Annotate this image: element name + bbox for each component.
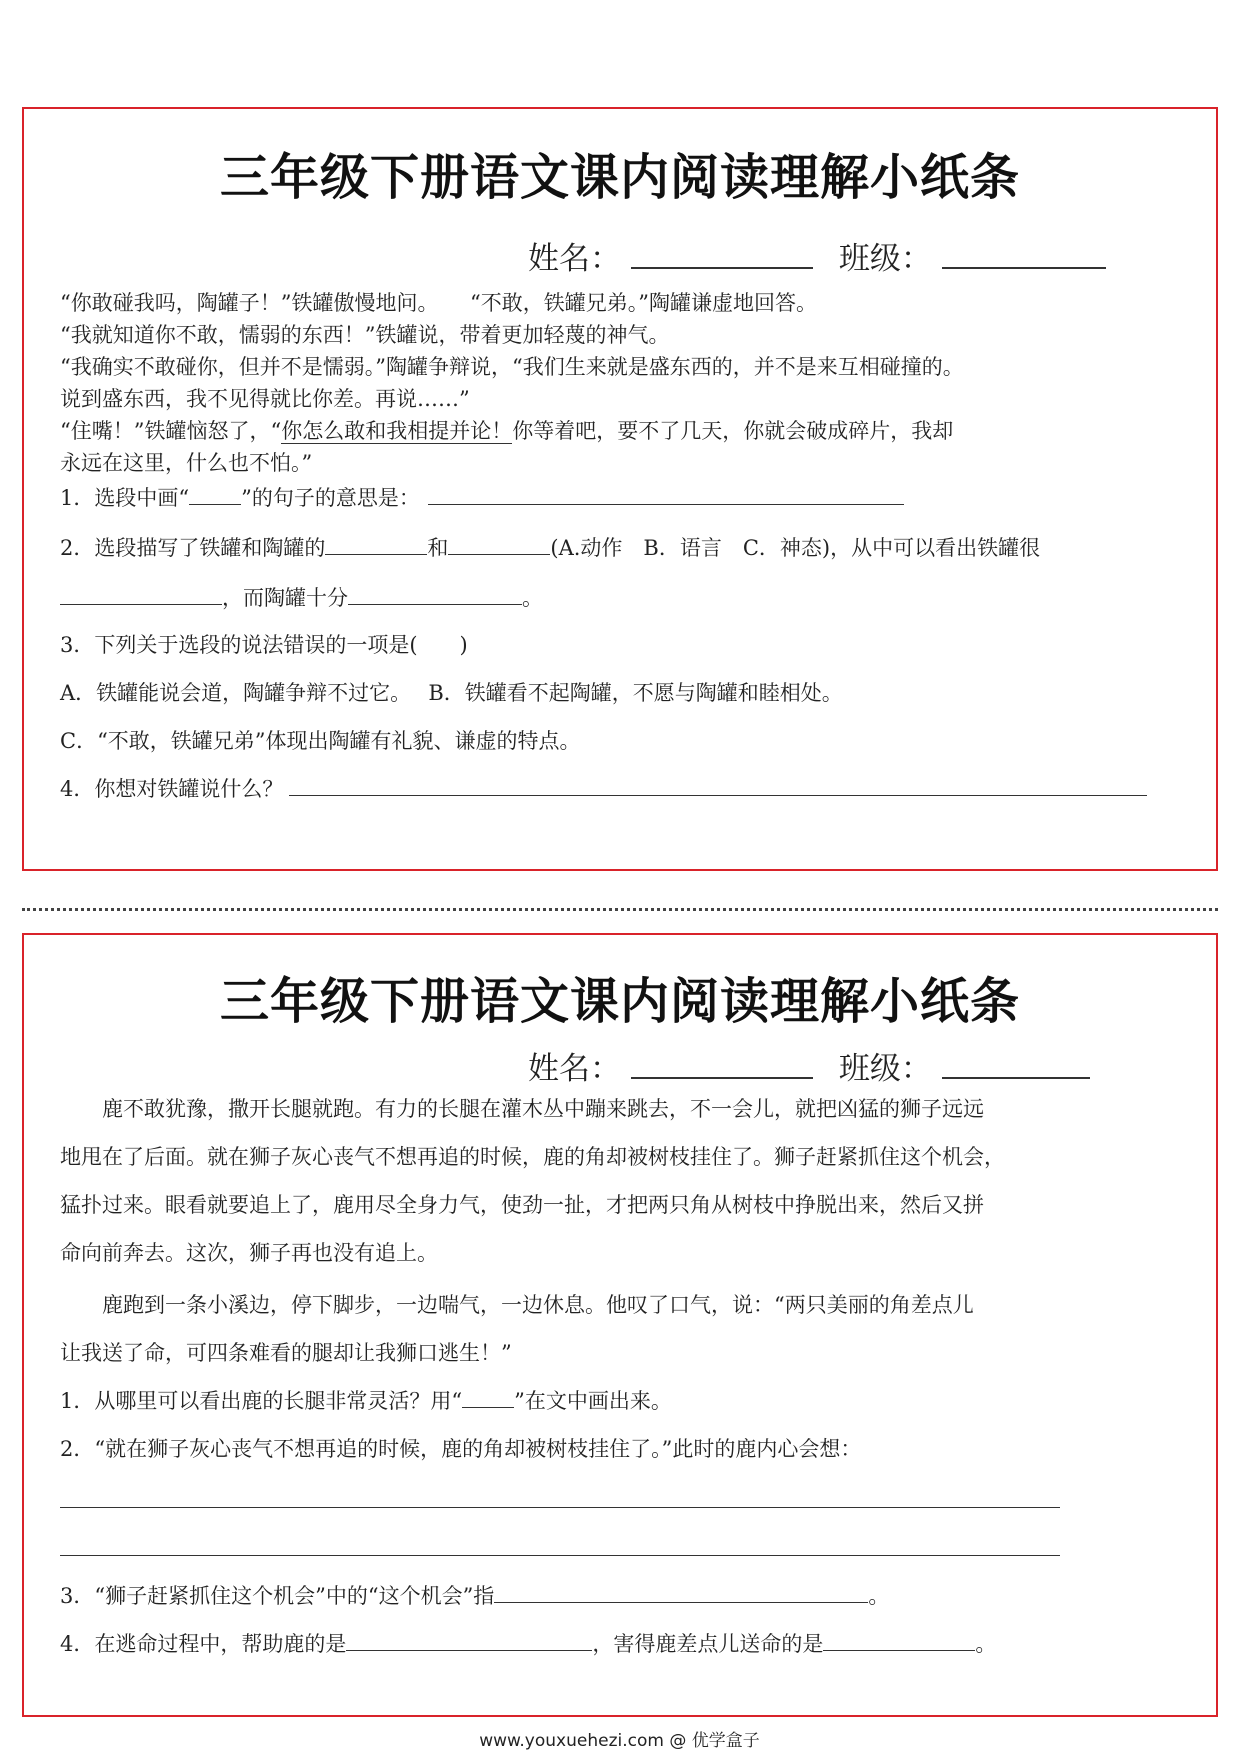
card1-passage-text: “住嘴！”铁罐恼怒了，“ bbox=[60, 419, 282, 443]
q2-text: (A.动作 B．语言 C．神态)，从中可以看出铁罐很 bbox=[550, 536, 1041, 560]
card1-title: 三年级下册语文课内阅读理解小纸条 bbox=[219, 149, 1020, 206]
card2-question-1 bbox=[60, 1385, 672, 1415]
q2-text: ，而陶罐十分 bbox=[222, 586, 348, 610]
card2-class-blank[interactable] bbox=[942, 1049, 1090, 1079]
q3-text: 。 bbox=[868, 1584, 890, 1608]
q2-blank-3[interactable] bbox=[60, 586, 222, 605]
card2-name-blank[interactable] bbox=[631, 1049, 813, 1079]
q2-answer-line-2[interactable] bbox=[60, 1555, 1060, 1556]
q1-underline-sample bbox=[462, 1389, 514, 1408]
card2-passage-line: 猛扑过来。眼看就要追上了，鹿用尽全身力气，使劲一扯，才把两只角从树枝中挣脱出来，然后又拼 bbox=[60, 1193, 984, 1217]
worksheet-card-2 bbox=[22, 933, 1218, 1717]
q2-blank-4[interactable] bbox=[348, 586, 522, 605]
footer-watermark: www.youxuehezi.com @ 优学盒子 bbox=[479, 1731, 760, 1751]
card1-class-blank[interactable] bbox=[942, 239, 1106, 269]
card1-name-blank[interactable] bbox=[631, 239, 813, 269]
q3-answer-blank[interactable] bbox=[494, 1584, 868, 1603]
card2-name-row bbox=[528, 1043, 1100, 1088]
card1-option-ab: A．铁罐能说会道，陶罐争辩不过它。 B．铁罐看不起陶罐，不愿与陶罐和睦相处。 bbox=[60, 681, 843, 705]
q2-answer-line-1[interactable] bbox=[60, 1507, 1060, 1508]
card2-question-3 bbox=[60, 1580, 889, 1610]
card1-underlined-sentence: 你怎么敢和我相提并论！ bbox=[281, 419, 513, 443]
card1-class-label: 班级： bbox=[838, 241, 932, 277]
card2-passage-line: 地甩在了后面。就在狮子灰心丧气不想再追的时候，鹿的角却被树枝挂住了。狮子赶紧抓住这个机会， bbox=[60, 1145, 1005, 1169]
q1-text: 1．选段中画“ bbox=[60, 486, 190, 510]
q4-answer-blank[interactable] bbox=[289, 777, 1147, 796]
q1-text: 1．从哪里可以看出鹿的长腿非常灵活？用“ bbox=[60, 1389, 463, 1413]
card1-passage-line: “我就知道你不敢，懦弱的东西！”铁罐说，带着更加轻蔑的神气。 bbox=[60, 323, 670, 347]
card1-option-c: C．“不敢，铁罐兄弟”体现出陶罐有礼貌、谦虚的特点。 bbox=[60, 729, 581, 753]
q1-answer-blank[interactable] bbox=[428, 486, 904, 505]
card2-name-label: 姓名： bbox=[528, 1051, 621, 1087]
q1-text: ”的句子的意思是： bbox=[241, 486, 420, 510]
q4-text: ，害得鹿差点儿送命的是 bbox=[592, 1632, 824, 1656]
card1-question-2 bbox=[60, 532, 1040, 562]
card2-title: 三年级下册语文课内阅读理解小纸条 bbox=[219, 973, 1020, 1030]
dotted-separator bbox=[22, 908, 1218, 911]
q4-blank-2[interactable] bbox=[823, 1632, 975, 1651]
card2-question-2: 2．“就在狮子灰心丧气不想再追的时候，鹿的角却被树枝挂住了。”此时的鹿内心会想： bbox=[60, 1437, 862, 1461]
card1-passage-text: 你等着吧，要不了几天，你就会破成碎片，我却 bbox=[512, 419, 954, 443]
card2-passage-line: 鹿不敢犹豫，撒开长腿就跑。有力的长腿在灌木丛中蹦来跳去，不一会儿，就把凶猛的狮子远远 bbox=[60, 1097, 984, 1121]
card1-passage-line: 说到盛东西，我不见得就比你差。再说……” bbox=[60, 387, 470, 411]
q4-blank-1[interactable] bbox=[346, 1632, 592, 1651]
q2-blank-2[interactable] bbox=[448, 536, 550, 555]
card2-passage-line: 命向前奔去。这次，狮子再也没有追上。 bbox=[60, 1241, 438, 1265]
q2-blank-1[interactable] bbox=[325, 536, 427, 555]
card2-passage-line: 让我送了命，可四条难看的腿却让我狮口逃生！” bbox=[60, 1341, 512, 1365]
card1-passage-line-5 bbox=[60, 415, 953, 445]
card1-question-3: 3．下列关于选段的说法错误的一项是( ) bbox=[60, 633, 468, 657]
q3-text: 3．“狮子赶紧抓住这个机会”中的“这个机会”指 bbox=[60, 1584, 495, 1608]
q4-text: 4．在逃命过程中，帮助鹿的是 bbox=[60, 1632, 347, 1656]
card1-question-1 bbox=[60, 482, 904, 512]
q4-text: 4．你想对铁罐说什么？ bbox=[60, 777, 284, 801]
card2-class-label: 班级： bbox=[838, 1051, 932, 1087]
q4-text: 。 bbox=[975, 1632, 997, 1656]
card1-passage-line: “我确实不敢碰你，但并不是懦弱。”陶罐争辩说，“我们生来就是盛东西的，并不是来互相碰撞的。 bbox=[60, 355, 964, 379]
card1-passage-line: 永远在这里，什么也不怕。” bbox=[60, 451, 313, 475]
q1-text: ”在文中画出来。 bbox=[514, 1389, 672, 1413]
q2-text: 。 bbox=[522, 586, 543, 610]
q2-text: 和 bbox=[427, 536, 449, 560]
card1-name-row bbox=[528, 233, 1116, 278]
card1-name-label: 姓名： bbox=[528, 241, 621, 277]
card1-question-2-cont bbox=[60, 582, 543, 612]
card2-question-4 bbox=[60, 1628, 996, 1658]
card2-passage-line: 鹿跑到一条小溪边，停下脚步，一边喘气，一边休息。他叹了口气，说：“两只美丽的角差点儿 bbox=[60, 1293, 974, 1317]
card1-question-4 bbox=[60, 773, 1147, 803]
worksheet-card-1 bbox=[22, 107, 1218, 871]
card1-passage-line: “你敢碰我吗，陶罐子！”铁罐傲慢地问。 “不敢，铁罐兄弟。”陶罐谦虚地回答。 bbox=[60, 291, 817, 315]
q2-text: 2．选段描写了铁罐和陶罐的 bbox=[60, 536, 326, 560]
q1-underline-sample bbox=[189, 486, 241, 505]
